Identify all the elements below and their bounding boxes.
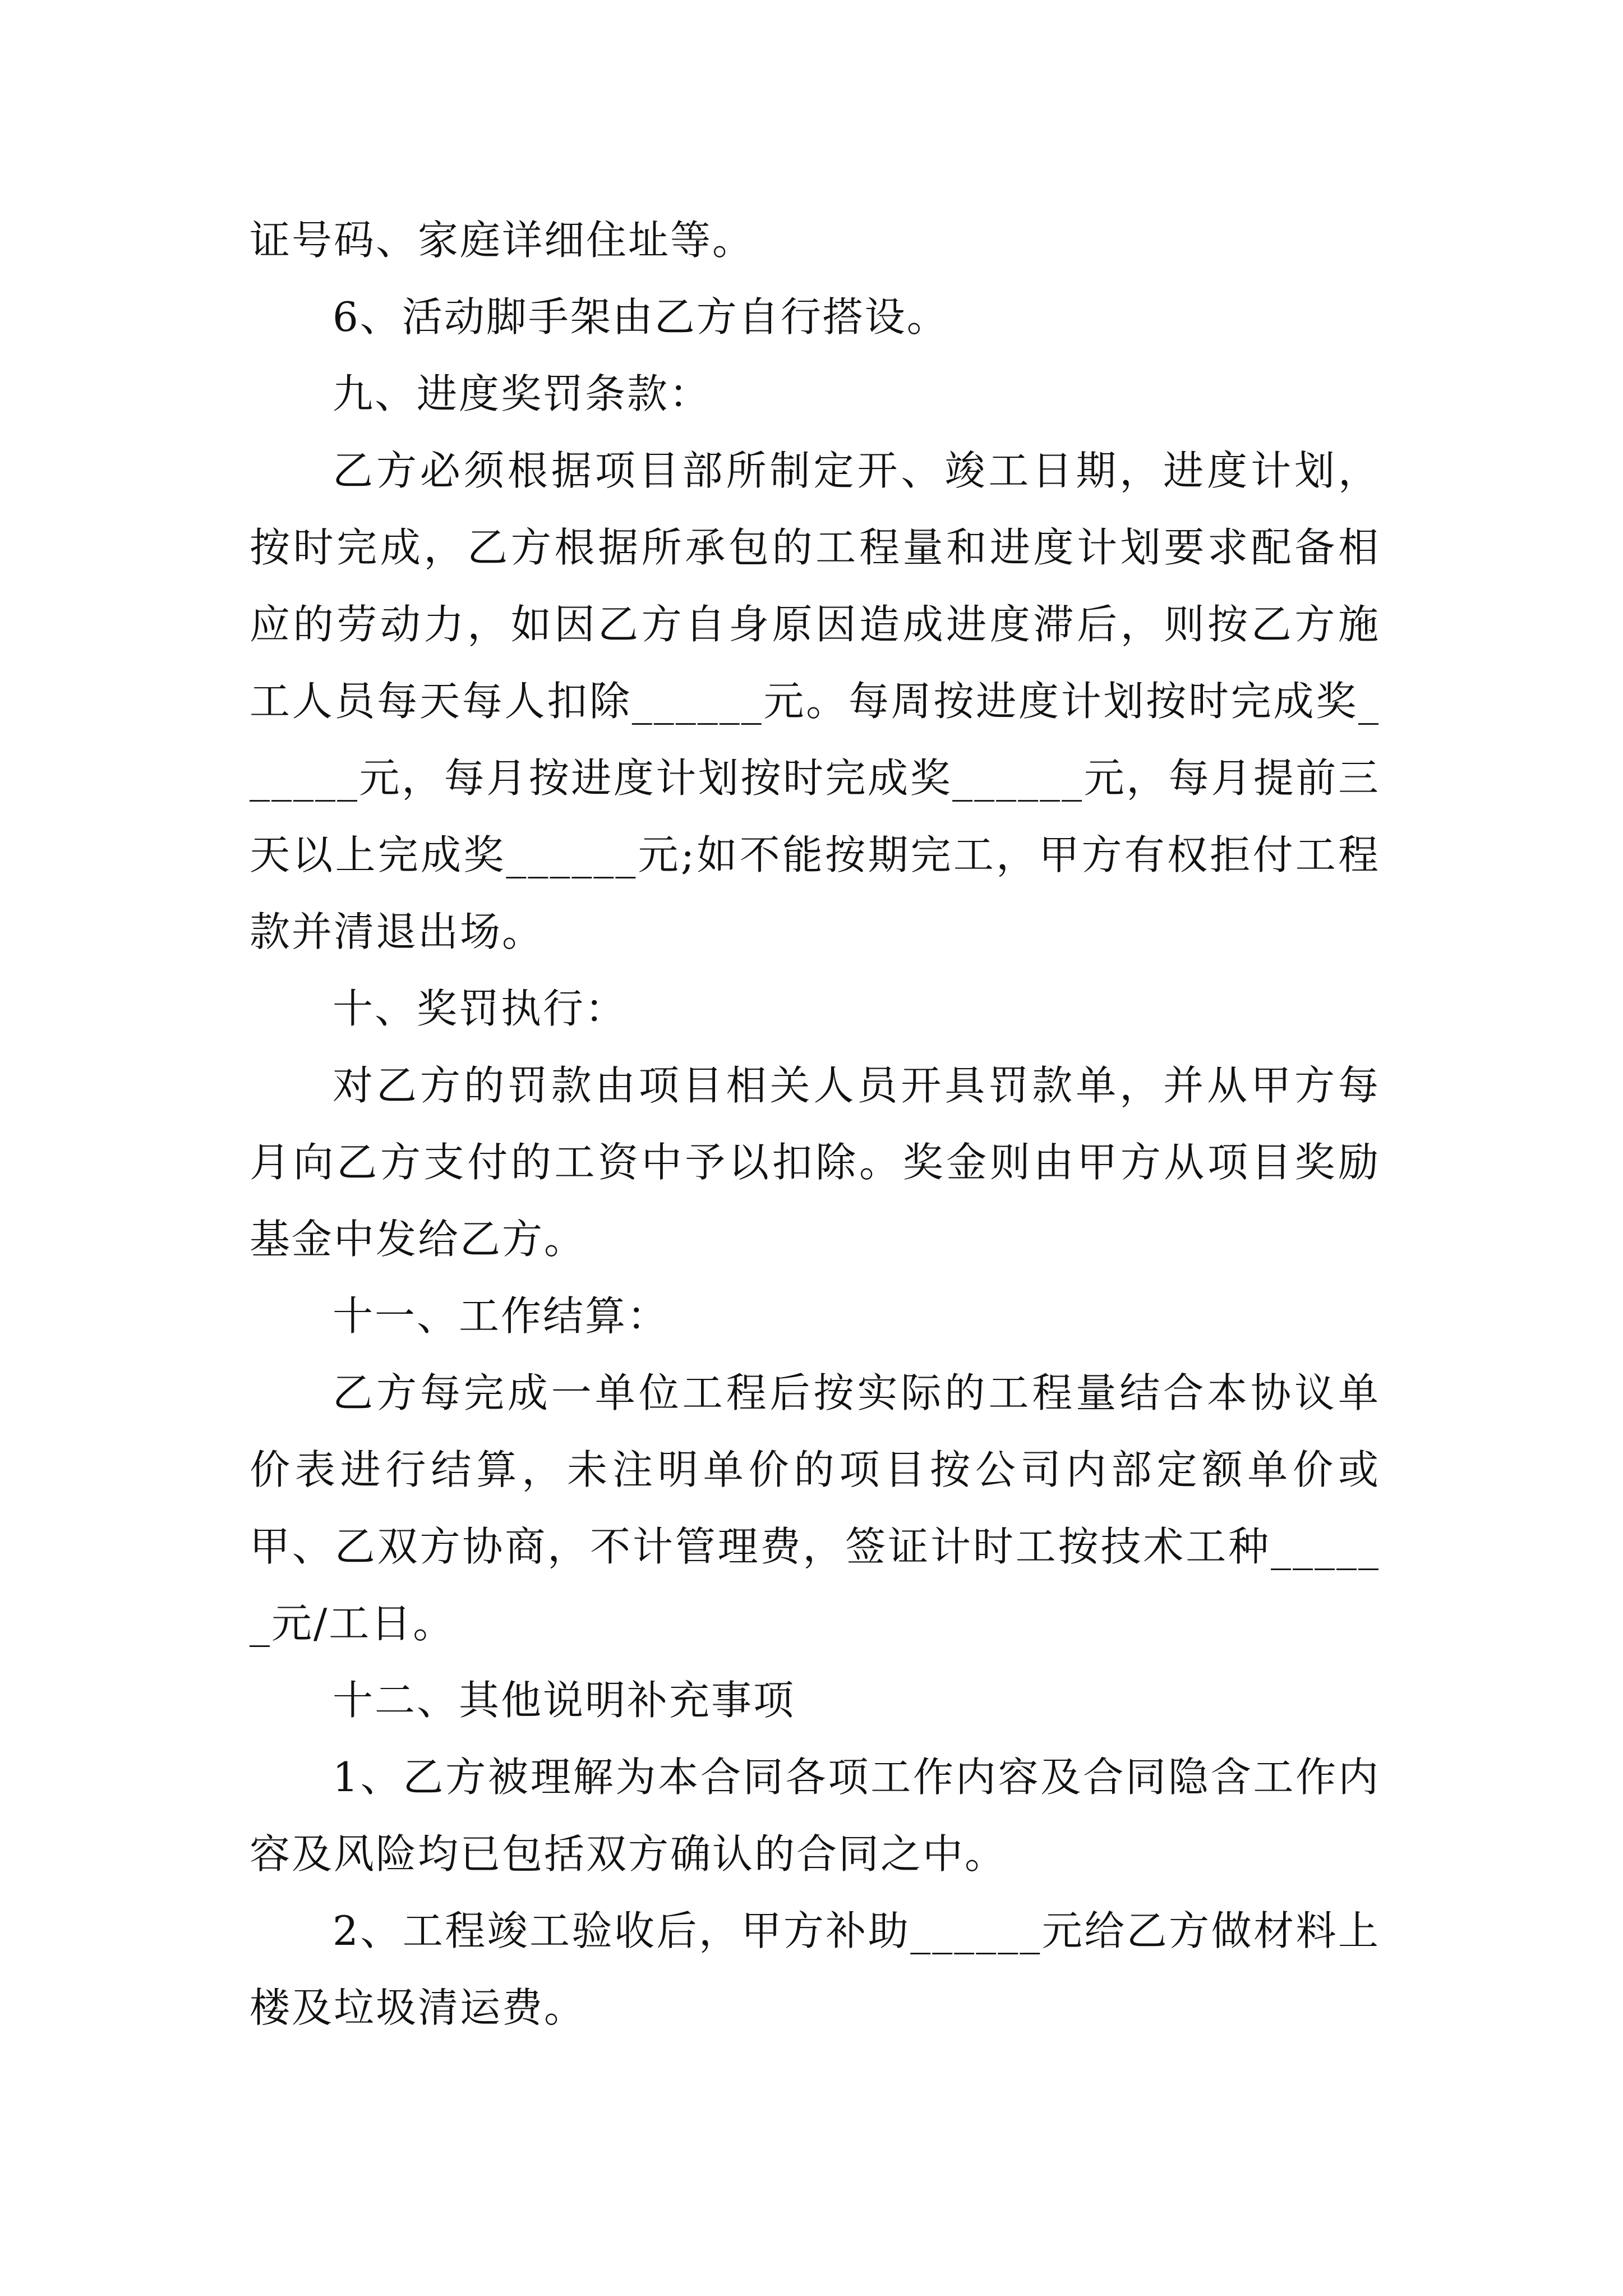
paragraph-scaffold-clause: 6、活动脚手架由乙方自行搭设。 — [333, 293, 949, 341]
heading-rewards-penalties-execution: 十、奖罚执行： — [333, 985, 628, 1032]
paragraph-progress-rewards-penalties: 乙方必须根据项目部所制定开、竣工日期，进度计划，按时完成，乙方根据所承包的工程量和进度计划要求配备相应的劳动力，如因乙方自身原因造成进度滞后，则按乙方施工人员每天每人扣除______元。每周按进度计划按时完成奖______元，每月按进度计划按时完成奖______元，每月提前三天以上完成奖______元;如不能按期完工，甲方有权拒付工程款并清退出场。 — [250, 447, 1380, 955]
heading-other-supplementary-items: 十二、其他说明补充事项 — [333, 1677, 796, 1724]
paragraph-rewards-penalties-execution: 对乙方的罚款由项目相关人员开具罚款单，并从甲方每月向乙方支付的工资中予以扣除。奖金则由甲方从项目奖励基金中发给乙方。 — [250, 1062, 1380, 1263]
heading-progress-rewards-penalties: 九、进度奖罚条款： — [333, 370, 712, 417]
paragraph-work-settlement: 乙方每完成一单位工程后按实际的工程量结合本协议单价表进行结算，未注明单价的项目按公司内部定额单价或甲、乙双方协商，不计管理费，签证计时工按技术工种______元/工日。 — [250, 1369, 1380, 1647]
heading-work-settlement: 十一、工作结算： — [333, 1292, 670, 1340]
paragraph-supplementary-item-1: 1、乙方被理解为本合同各项工作内容及合同隐含工作内容及风险均已包括双方确认的合同之中。 — [250, 1754, 1380, 1878]
paragraph-id-info-continued: 证号码、家庭详细住址等。 — [250, 217, 755, 264]
paragraph-supplementary-item-2: 2、工程竣工验收后，甲方补助______元给乙方做材料上楼及垃圾清运费。 — [250, 1907, 1380, 2031]
document-page — [250, 202, 1380, 2046]
